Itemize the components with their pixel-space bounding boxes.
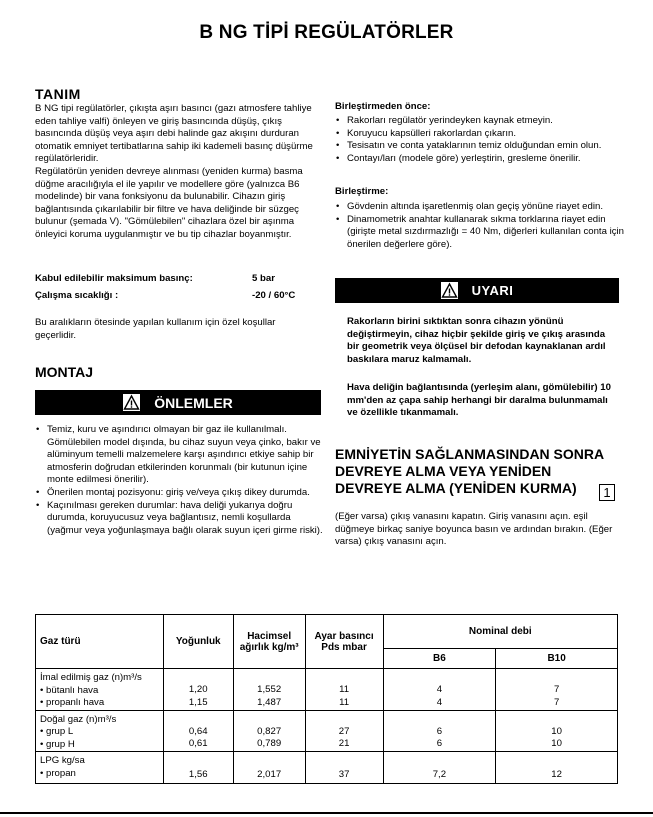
table-cell: 4 (436, 696, 443, 708)
table-cell: 7 (553, 684, 560, 696)
row-name: • grup L (40, 726, 74, 737)
header-ayar: Ayar basıncı Pds mbar (305, 615, 383, 669)
header-nominal: Nominal debi (383, 615, 617, 649)
tanim-heading: TANIM (35, 86, 81, 102)
emniyet-heading (335, 446, 620, 497)
tanim-paragraph-2: Regülatörün yeniden devreye alınması (yeniden kurma) basma düğme aracılığıyla el ile yapılır ve modellere göre (yalnızca B6 modelinde) bir vana fonksiyonu da bulunabilir. Cihazın giriş bağlantısında çıkarılabilir bir filtre ve hava deliğinde bir süzgeç bulunur (şemada V). "Gömülebilen" cihazlara özel bir aşınma önleyici koruma uygulanmıştır ve bu tip cihazlar boyanmıştır. (35, 166, 303, 240)
list-item: • Koruyucu kapsülleri rakorlardan çıkarın. (335, 128, 625, 141)
table-cell: 1,552 (257, 684, 282, 696)
table-row (36, 710, 618, 752)
table-cell: 6 (436, 738, 443, 750)
table-cell: 10 (551, 725, 562, 737)
table-cell: 0,827 (257, 725, 282, 737)
warning-icon (441, 282, 458, 299)
montaj-heading: MONTAJ (35, 364, 94, 380)
list-item: • Gövdenin altında işaretlenmiş olan geçiş yönüne riayet edin. (335, 201, 625, 214)
list-item: • Önerilen montaj pozisyonu: giriş ve/veya çıkış dikey durumda. (35, 487, 323, 500)
list-item: • Rakorları regülatör yerindeyken kaynak etmeyin. (335, 115, 625, 128)
tanim-paragraph-1: B NG tipi regülatörler, çıkışta aşırı basıncı (gazı atmosfere tahliye eden tahliye valfi) önleyen ve giriş basıncında düşüş, çıkış basıncında düşüş veya aşırı debi halinde gaz akışını durduran otomatik emniyet tertibatlarına sahip iki kademeli basınç düşürme regülatörleridir. (35, 103, 313, 165)
spec-pressure-label: Kabul edilebilir maksimum basınç: (35, 273, 193, 284)
warning-icon (123, 394, 140, 411)
onlemler-list (35, 424, 323, 537)
table-cell: 1,487 (257, 696, 282, 708)
table-cell: 4 (436, 684, 443, 696)
figure-reference-box: 1 (599, 484, 615, 501)
row-name: • grup H (40, 738, 75, 750)
list-item: • Tesisatın ve conta yataklarının temiz olduğundan emin olun. (335, 140, 625, 153)
emniyet-paragraph: (Eğer varsa) çıkış vanasını kapatın. Giriş vanasını açın. eşil düğmeye birkaç saniye boyunca basın ve ardından bırakın. (Eğer varsa) çıkış vanasını açın. (335, 511, 613, 548)
tanim-paragraph-3: Bu aralıkların ötesinde yapılan kullanım için özel koşullar geçerlidir. (35, 317, 276, 341)
row-name: • propan (40, 767, 76, 779)
header-hacimsel: Hacimsel ağırlık kg/m³ (233, 615, 305, 669)
list-item: • Contayı/ları (modele göre) yerleştirin, gresleme önerilir. (335, 153, 625, 166)
birlestirme-heading: Birleştirme: (335, 186, 389, 197)
table-cell: 21 (338, 738, 350, 750)
spec-temperature-label: Çalışma sıcaklığı : (35, 290, 119, 301)
group-title: Doğal gaz (n)m³/s (40, 713, 117, 725)
table-cell: 11 (339, 696, 350, 708)
table-cell: 1,15 (188, 696, 208, 708)
header-b10: B10 (496, 649, 618, 669)
uyari-paragraph-2: Hava deliğin bağlantısında (yerleşim alanı, gömülebilir) 10 mm'den az çapa sahip herhangi bir daralma bulunmamalı ve özellikle tıkanmamalı. (347, 382, 611, 419)
table-cell: 6 (436, 725, 443, 737)
list-item: • Kaçınılması gereken durumlar: hava deliği yukarıya doğru durumda, koruyucusuz veya bağlantısız, nemli koşullarda (yağmur veya yoğunlaşmaya bağlı olarak suyun içeri girme riski). (35, 500, 323, 538)
table-cell: 10 (551, 738, 562, 750)
table-cell: 11 (339, 684, 350, 696)
row-name: • propanlı hava (40, 697, 105, 708)
onlemler-label: ÖNLEMLER (154, 394, 233, 411)
list-item: • Temiz, kuru ve aşındırıcı olmayan bir gaz ile kullanılmalı. Gömülebilen model dışında, bu cihaz suyun veya çinko, bakır ve alüminyum temelli malzemelere karşı aşındırıcı etkiye sahip bir atmosferin doğrudan etkilerinden korunmalı (bir kutunun içine monte edilmesi önerilir). (35, 424, 323, 487)
table-cell: 0,64 (188, 725, 208, 737)
table-row (36, 669, 618, 711)
spec-temperature-value: -20 / 60°C (252, 290, 296, 301)
table-cell: 12 (551, 768, 562, 780)
table-cell: 0,789 (257, 738, 282, 750)
birlestirme-oncesi-heading: Birleştirmeden önce: (335, 101, 431, 112)
group-title: İmal edilmiş gaz (n)m³/s (40, 672, 142, 683)
row-name: • bütanlı hava (40, 684, 99, 696)
header-yogunluk: Yoğunluk (163, 615, 233, 669)
table-cell: 1,20 (188, 684, 208, 696)
table-cell: 0,61 (188, 738, 208, 750)
gas-data-table (35, 614, 618, 784)
bottom-divider (0, 812, 653, 814)
uyari-banner (335, 278, 619, 303)
birlestirme-list (335, 201, 625, 251)
onlemler-banner (35, 390, 321, 415)
uyari-paragraph-1: Rakorların birini sıktıktan sonra cihazın yönünü değiştirmeyin, cihaz hiçbir şekilde giriş ve çıkış arasında bir geometrik veya ölçüsel bir defodan kaynaklanan ardıl baskılara maruz kalmamalı. (347, 316, 606, 365)
header-b6: B6 (383, 649, 496, 669)
table-cell: 27 (338, 725, 350, 737)
table-cell: 7 (553, 696, 560, 708)
list-item: • Dinamometrik anahtar kullanarak sıkma torklarına riayet edin (girişte metal sızdırmazlığı = 40 Nm, diğerleri kullanılan conta için önerilen değerlere göre). (335, 214, 625, 252)
spec-pressure-value: 5 bar (252, 273, 275, 284)
table-row (36, 752, 618, 784)
uyari-label: UYARI (471, 283, 514, 298)
table-cell: 2,017 (257, 768, 282, 780)
table-cell: 1,56 (188, 768, 208, 780)
birlestirme-oncesi-list (335, 115, 625, 165)
emniyet-heading-text: EMNİYETİN SAĞLANMASINDAN SONRA DEVREYE ALMA VEYA YENİDEN DEVREYE ALMA (YENİDEN KURMA) (335, 446, 604, 496)
page-title: B NG TİPİ REGÜLATÖRLER (199, 22, 454, 43)
table-cell: 37 (338, 768, 350, 780)
header-gaz: Gaz türü (36, 615, 164, 669)
group-title: LPG kg/sa (40, 755, 85, 766)
table-cell: 7,2 (432, 768, 447, 780)
